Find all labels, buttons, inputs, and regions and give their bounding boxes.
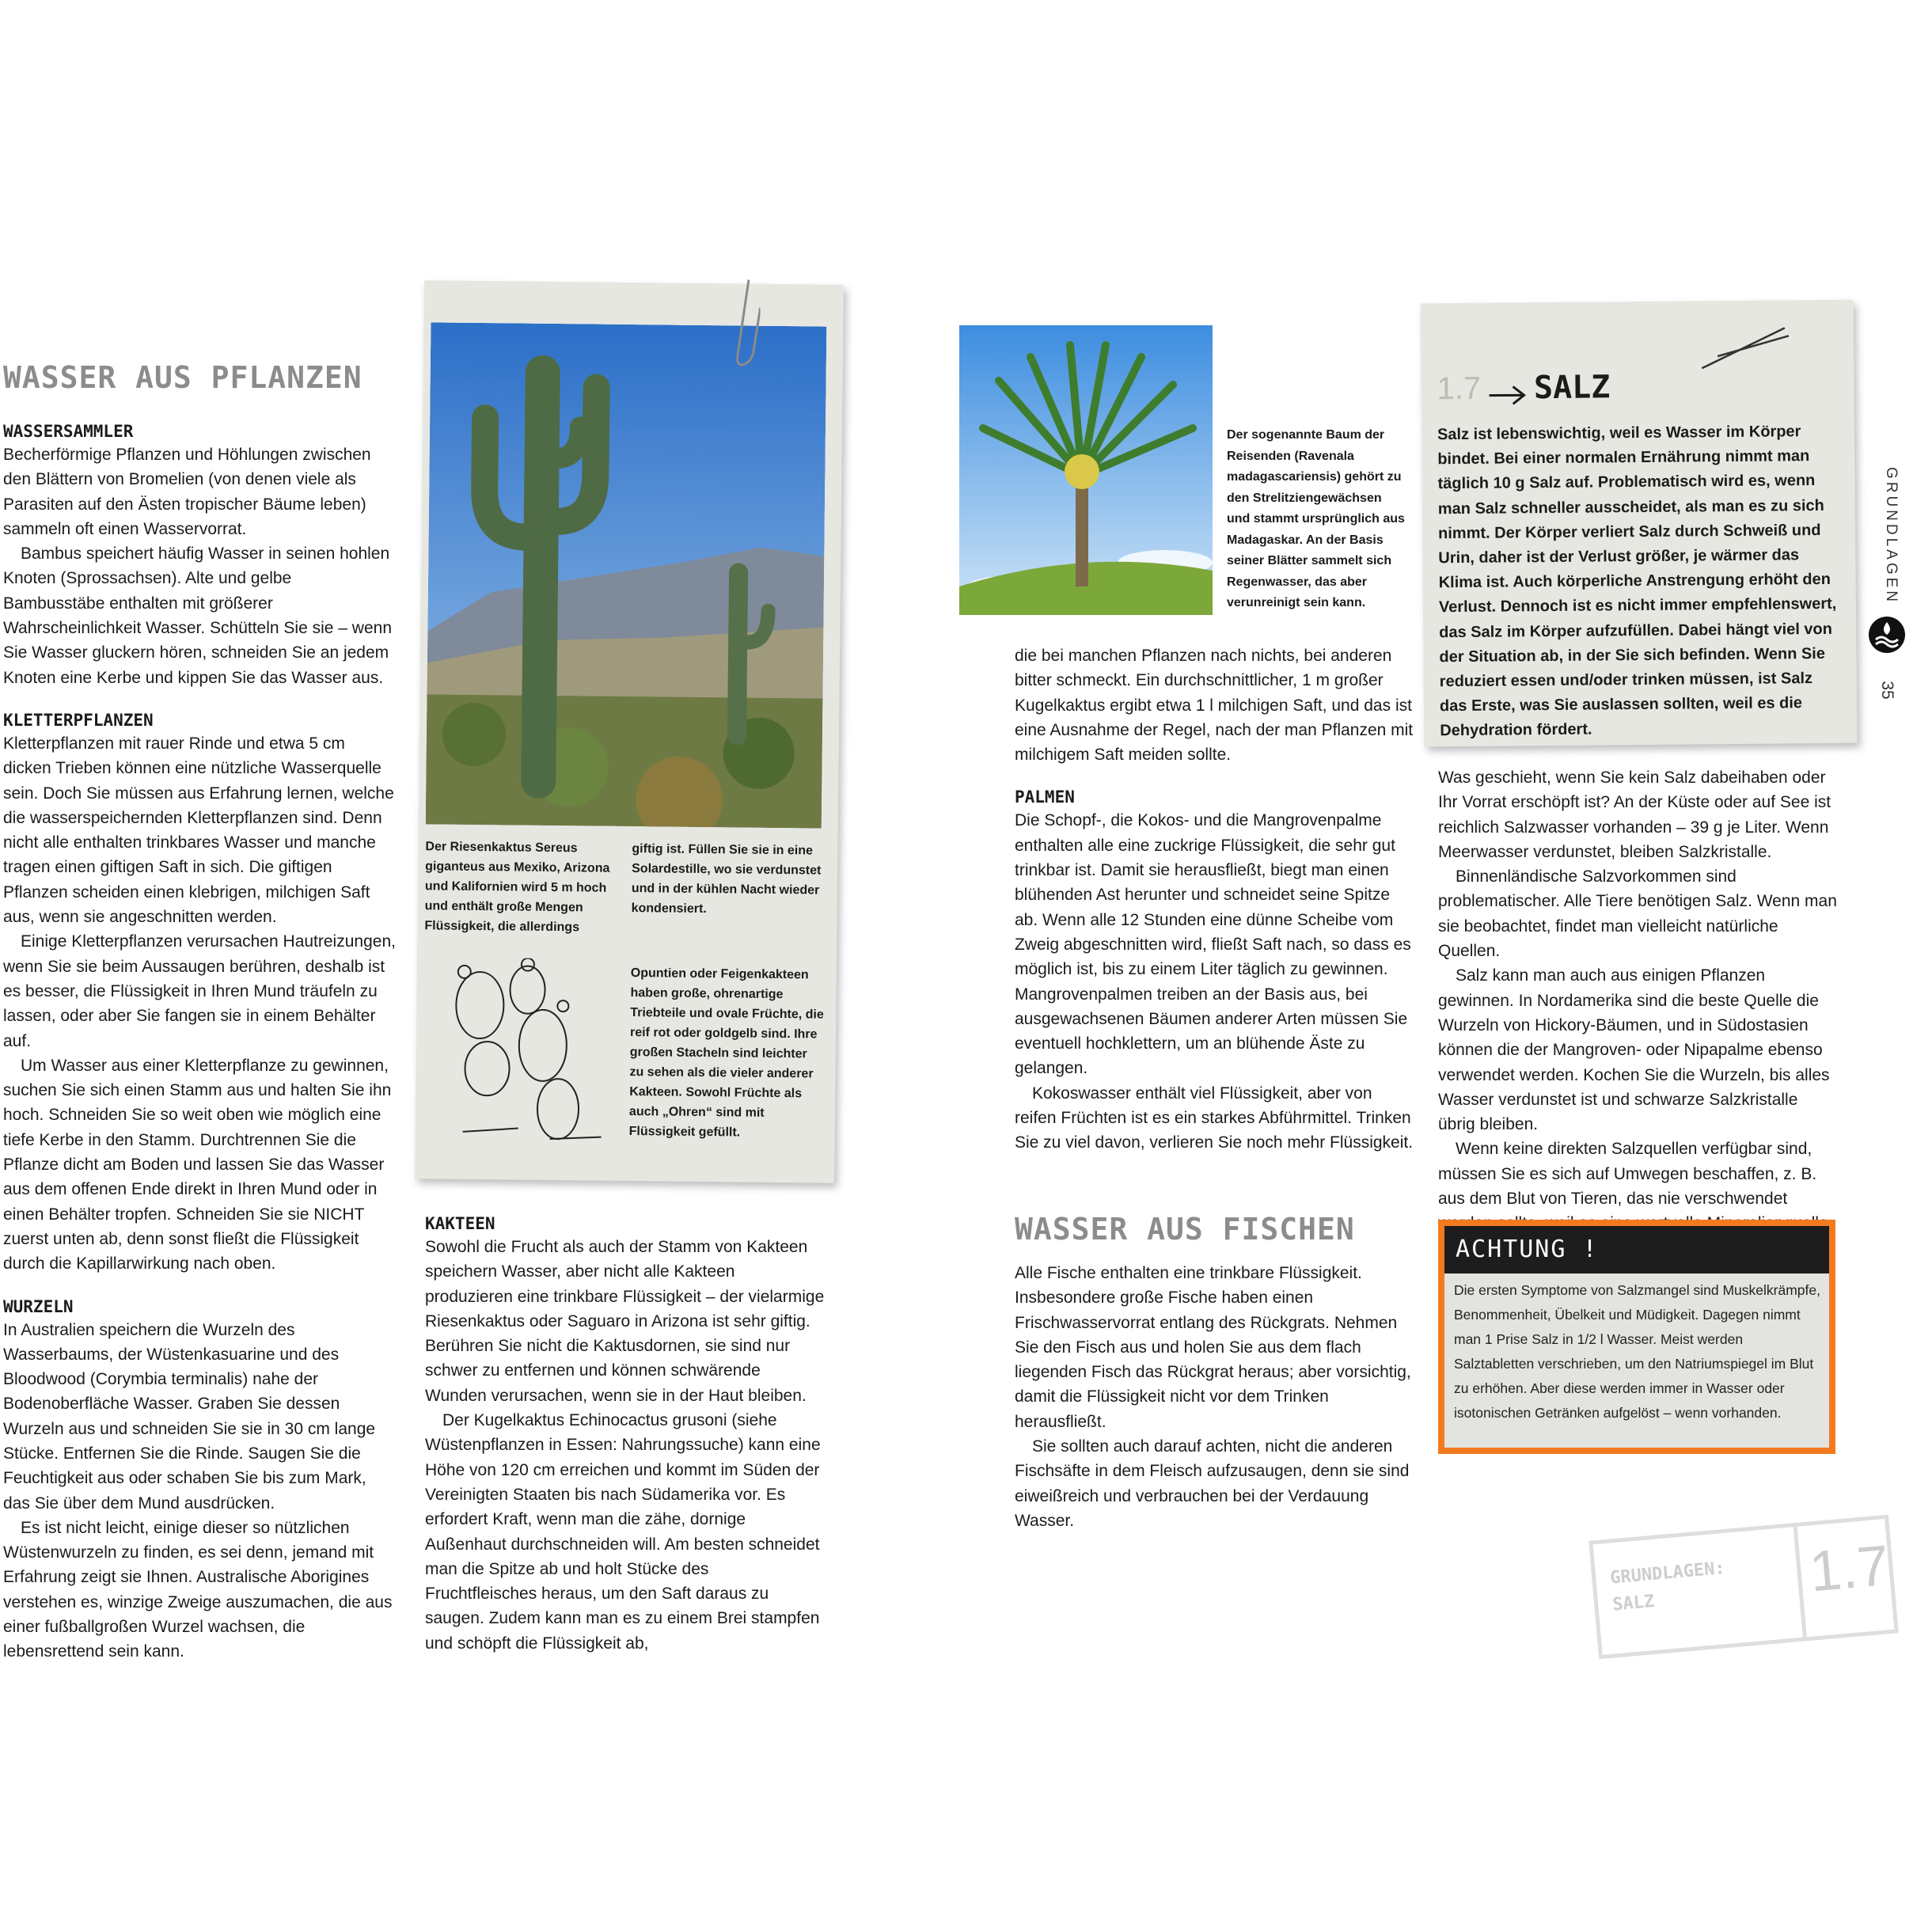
warning-title: ACHTUNG ! [1456,1235,1599,1263]
paragraph: Salz kann man auch aus einigen Pflanzen gewinnen. In Nordamerika sind die beste Quelle die Wurzeln von Hickory-Bäumen, und in Südostasien können die der Mangroven- oder Nipapalme ebenso verwendet werden. Kochen Sie die Wurzeln, bis alles Wasser verdunstet ist und schwarze Salzkristalle übrig bleiben. [1438,966,1830,1134]
arrow-icon [1488,383,1528,407]
paragraph: Einige Kletterpflanzen verursachen Hautreizungen, wenn Sie sie beim Aussaugen berühren, deshalb ist es besser, die Flüssigkeit in Ihren Mund träufeln zu lassen, oder aber Sie fangen sie in einem Behälter auf. [3,932,396,1050]
paperclip-icon [728,275,761,370]
salz-column [1438,765,1838,1261]
salz-intro: Salz ist lebenswichtig, weil es Wasser im Körper bindet. Bei einer normalen Ernährung nimmt man täglich 10 g Salz auf. Problematisch wird es, wenn man Salz schneller ausscheidet, als man es zu sich nimmt. Der Körper verliert Salz durch Schweiß und Urin, daher ist der Verlust größer, je wärmer das Klima ist. Auch körperliche Anstrengung erhöht den Verlust. Dennoch ist es nicht immer empfehlenswert, das Salz im Körper aufzufüllen. Dabei hängt viel von der Situation ab, in der Sie sich befinden. Wenn Sie reduziert essen und/oder trinken müssen, ist Salz das Erste, was Sie auslassen sollten, weil es die Dehydration fördert. [1437,423,1837,740]
caption-saguaro-b: giftig ist. Füllen Sie sie in eine Solardestille, wo sie verdunstet und in der kühlen Nacht wieder kondensiert. [631,842,822,917]
paragraph: Becherförmige Pflanzen und Höhlungen zwischen den Blättern von Bromelien (von denen viele als Parasiten auf den Ästen tropischer Bäume leben) sammeln oft einen Wasservorrat. [3,446,371,538]
ravenala-photo [959,325,1213,615]
subheading-palmen: PALMEN [1015,788,1075,807]
middle-column [425,1214,825,1656]
section-title-wasser-aus-pflanzen [3,360,362,395]
subheading-wassersammler: WASSERSAMMLER [3,422,134,441]
water-badge-icon [1868,616,1906,654]
paragraph: Sie sollten auch darauf achten, nicht die anderen Fischsäfte in dem Fleisch aufzusaugen, denn sie sind eiweißreich und verbrauchen bei der Verdauung Wasser. [1015,1437,1410,1530]
side-tab [1871,466,1903,614]
warning-box [1438,1220,1835,1454]
section-title: SALZ [1533,369,1611,407]
saguaro-photo [426,322,827,828]
stamp-line2: SALZ [1611,1591,1656,1615]
section-number: 1.7 [1437,370,1482,407]
chapter-label: GRUNDLAGEN [1883,466,1900,605]
opuntia-sketch-icon [431,957,623,1149]
heading: WASSER AUS PFLANZEN [3,360,362,395]
caption-ravenala: Der sogenannte Baum der Reisenden (Ravenala madagascariensis) gehört zu den Strelitziengewächsen und stammt ursprünglich aus Madagaskar. An der Basis seiner Blätter sammelt sich Regenwasser, das aber verunreinigt sein kann. [1227,428,1405,609]
paperclip-icon [1698,324,1793,372]
paragraph: Alle Fische enthalten eine trinkbare Flüssigkeit. Insbesondere große Fische haben einen Frischwasservorrat entlang des Rückgrats. Nehmen Sie den Fisch aus und holen Sie aus dem flach liegenden Fisch das Rückgrat heraus; aber vorsichtig, damit die Flüssigkeit nicht vor dem Trinken herausfließt. [1015,1264,1411,1431]
paragraph: Bambus speichert häufig Wasser in seinen hohlen Knoten (Sprossachsen). Alte und gelbe Bambusstäbe enthalten mit größerer Wahrscheinlichkeit Wasser. Schütteln Sie sie – wenn Sie Wasser gluckern hören, schneiden Sie an jedem Knoten eine Kerbe und kippen Sie das Wasser aus. [3,545,392,687]
page-number-wrap [1873,677,1900,704]
paragraph: Die Schopf-, die Kokos- und die Mangrovenpalme enthalten alle eine zuckrige Flüssigkeit, die sehr gut trinkbar ist. Damit sie herausfließt, biegt man einen blühenden Ast herunter und schneidet seine Spitze ab. Wenn alle 12 Stunden eine dünne Scheibe vom Zweig abgeschnitten wird, fließt Saft nach, so dass es möglich ist, bis zu einem Liter täglich zu gewinnen. Mangrovenpalmen treiben an der Basis aus, bei ausgewachsenen Bäumen anderer Arten müssen Sie eventuell hochklettern, um an blühende Äste zu gelangen. [1015,811,1411,1078]
warning-text: Die ersten Symptome von Salzmangel sind Muskelkrämpfe, Benommenheit, Übelkeit und Müdigkeit. Dagegen nimmt man 1 Prise Salz in 1/2 l Wasser. Meist werden Salztabletten verschrieben, um den Natriumspiegel im Blut zu erhöhen. Aber diese werden immer in Wasser oder isotonischen Getränken aufgelöst – wenn vorhanden. [1454,1282,1820,1421]
caption-opuntia: Opuntien oder Feigenkakteen haben große, ohrenartige Triebteile und ovale Früchte, die reif rot oder goldgelb sind. Ihre großen Stacheln sind leichter zu sehen als die vieler anderer Kakteen. Sowohl Früchte als auch „Ohren“ sind mit Flüssigkeit gefüllt. [628,966,824,1140]
paragraph: Was geschieht, wenn Sie kein Salz dabeihaben oder Ihr Vorrat erschöpft ist? An der Küste oder auf See ist reichlich Salzwasser vorhanden – 39 g je Liter. Wenn Meerwasser verdunstet, bleiben Salzkristalle. [1438,769,1831,861]
stamp-line1: GRUNDLAGEN: [1609,1558,1726,1588]
paragraph: Der Kugelkaktus Echinocactus grusoni (siehe Wüstenpflanzen in Essen: Nahrungssuche) kann eine Höhe von 120 cm erreichen und kommt im Süden der Vereinigten Staaten bis nach Südamerika vor. Es erfordert Kraft, wenn man die zähe, dornige Außenhaut durchschneiden will. Am besten schneidet man die Spitze ab und holt Stücke des Fruchtfleisches heraus, um den Saft daraus zu saugen. Zudem kann man es zu einem Brei stampfen und schöpft die Flüssigkeit ab, [425,1411,821,1653]
cactus-card [415,280,844,1182]
stamp-number: 1.7 [1807,1534,1892,1604]
stamp-divider [1793,1527,1807,1638]
paragraph: Binnenländische Salzvorkommen sind problematischer. Alle Tiere benötigen Salz. Wenn man sie beobachtet, findet man vielleicht natürliche Quellen. [1438,867,1837,961]
paragraph: Um Wasser aus einer Kletterpflanze zu gewinnen, suchen Sie sich einen Stamm aus und halten Sie ihn hoch. Schneiden Sie so weit oben wie möglich eine tiefe Kerbe in den Stamm. Durchtrennen Sie die Pflanze dicht am Boden und lassen Sie das Wasser aus dem offenen Ende direkt in Ihren Mund oder in einen Behälter tropfen. Schneiden Sie sie NICHT zuerst unten ab, denn sonst fließt die Flüssigkeit durch die Kapillarwirkung nach oben. [3,1056,392,1273]
paragraph: Es ist nicht leicht, einige dieser so nützlichen Wüstenwurzeln zu finden, es sei denn, jemand mit Erfahrung zeigt sie Ihnen. Australische Aborigines verstehen es, winzige Zweige auszumachen, die aus einer fußballgroßen Wurzel wachsen, die lebensrettend sein kann. [3,1518,393,1661]
paragraph: die bei manchen Pflanzen nach nichts, bei anderen bitter schmeckt. Ein durchschnittlicher, 1 m großer Kugelkaktus ergibt etwa 1 l milchigen Saft, und das ist eine Ausnahme der Regel, nach der man Pflanzen mit milchigem Saft meiden sollte. [1015,647,1414,765]
fish-column [1015,1261,1414,1533]
paragraph: Sowohl die Frucht als auch der Stamm von Kakteen speichern Wasser, aber nicht alle Kakteen produzieren eine trinkbare Flüssigkeit – der vielarmige Riesenkaktus oder Saguaro in Arizona ist sehr giftig. Berühren Sie nicht die Kaktusdornen, sie sind nur schwer zu entfernen und können schwärende Wunden verursachen, wenn sie in der Haut bleiben. [425,1238,825,1405]
paragraph: Wenn keine direkten Salzquellen verfügbar sind, müssen Sie es sich auf Umwegen beschaffen, z. B. aus dem Blut von Tieren, das nie verschwendet [1438,1140,1817,1209]
section-title-wasser-aus-fischen [1015,1212,1355,1247]
salz-heading [1437,369,1610,408]
grundlagen-stamp [1588,1515,1899,1660]
caption-saguaro-a: Der Riesenkaktus Sereus giganteus aus Mexiko, Arizona und Kalifornien wird 5 m hoch und enthält große Mengen Flüssigkeit, die allerdings [424,840,610,935]
center-right-column [1015,643,1414,1156]
warning-body [1444,1273,1829,1448]
subheading-kletterpflanzen: KLETTERPFLANZEN [3,710,154,730]
paragraph: Kletterpflanzen mit rauer Rinde und etwa 5 cm dicken Trieben können eine nützliche Wasserquelle sein. Doch Sie müssen aus Erfahrung lernen, welche die wasserspeichernden Kletterpflanzen sind. Denn nicht alle enthalten trinkbares Wasser und manche tragen einen giftigen Saft in sich. Die giftigen Pflanzen scheiden einen klebrigen, milchigen Saft aus, wenn sie angeschnitten werden. [3,734,394,927]
paragraph: Kokoswasser enthält viel Flüssigkeit, aber von reifen Früchten ist es ein starkes Abführmittel. Trinken Sie zu viel davon, verlieren Sie noch mehr Flüssigkeit. [1015,1084,1414,1152]
subheading-wurzeln: WURZELN [3,1296,74,1316]
ravenala-image [959,325,1213,615]
warning-header [1444,1226,1829,1273]
paragraph: In Australien speichern die Wurzeln des Wasserbaums, der Wüstenkasuarine und des Bloodwood (Corymbia terminalis) nahe der Bodenoberfläche Wasser. Graben Sie dessen Wurzeln aus und schneiden Sie sie in 30 cm lange Stücke. Entfernen Sie die Rinde. Saugen Sie die Feuchtigkeit aus oder schaben Sie bis zum Mark, das Sie über dem Mund ausdrücken. [3,1320,376,1513]
heading: WASSER AUS FISCHEN [1015,1212,1355,1247]
saguaro-image [426,322,827,828]
left-column [3,422,397,1664]
subheading-kakteen: KAKTEEN [425,1214,495,1233]
salz-card [1421,300,1858,747]
page-number: 35 [1878,681,1896,700]
